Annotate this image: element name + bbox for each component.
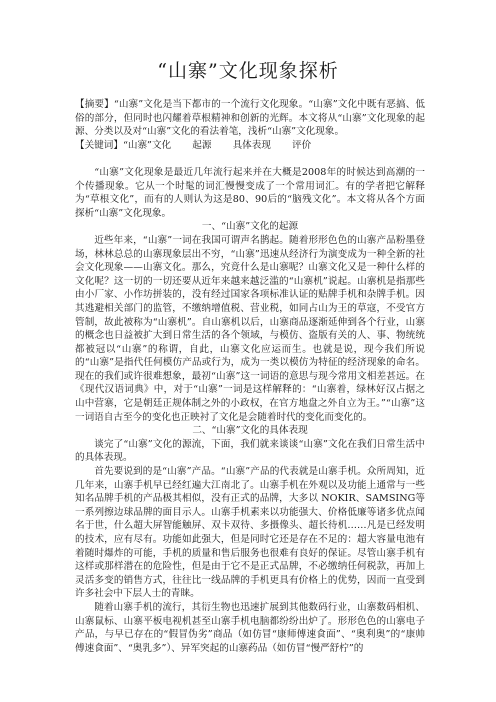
- section-heading: 二、“山寨”文化的具体表现: [192, 425, 308, 437]
- keyword: 评价: [292, 139, 312, 151]
- keywords: [75, 139, 425, 153]
- page-title: “山寨”文化现象探析: [157, 60, 339, 82]
- blank-line: [75, 152, 425, 166]
- section2-paragraph: 首先要说到的是“山寨”产品。“山寨”产品的代表就是山寨手机。众所周知，近几年来，山寨手机早已经红遍大江南北了。山寨手机在外观以及功能上通常与一些知名品牌手机的产品极其相似，没有正式的品牌，大多以 NOKIR、SAMSING等一系列擦边球品牌的面目示人。山寨手机素来以功能强大、价格低廉等诸多优点闻名于世，什么超大屏智能触屏、双卡双待、多摄像头、超长待机……凡是已经发明的技术，应有尽有。功能如此强大，但是同时它还是存在不足的：超大容量电池有着随时爆炸的可能，手机的质量和售后服务也很难有良好的保证。尽管山寨手机有这样或那样潜在的危险性，但是由于它不是正式品牌，不必缴纳任何税款，再加上灵活多变的销售方式，往往比一线品牌的手机更具有价格上的优势，因而一直受到许多社会中下层人士的青睐。: [75, 466, 425, 600]
- keywords-label: 【关键词】: [75, 139, 123, 151]
- section1-paragraph: 近些年来，“山寨”一词在我国可谓声名鹊起。随着形形色色的山寨产品粉墨登场，林林总总的山寨现象层出不穷，“山寨”迅速从经济行为演变成为一种全新的社会文化现象——山寨文化。那么，究竟什么是山寨呢？山寨文化又是一种什么样的文化呢？这一切的一切还要从近年来越来越泛滥的“山寨机”说起。山寨机是指那些由小厂家、小作坊拼装的，没有经过国家各项标准认证的贴牌手机和杂牌手机。因其逃避相关部门的监管，不缴纳增值税、营业税，如同占山为王的草寇，不受官方管制，故此被称为“山寨机”。自山寨机以后，山寨商品逐渐延伸到各个行业，山寨的概念也日益被扩大到日常生活的各个领域，与模仿、盗版有关的人、事、物统统都被冠以“山寨”的称谓，自此，山寨文化应运而生。也就是说，现今我们所说的“山寨”是指代任何模仿产品或行为，成为一类以模仿为特征的经济现象的命名。现在的我们或许很难想象，最初“山寨”这一词语的意思与现今常用文相差甚远。在《现代汉语词典》中，对于“山寨”一词是这样解释的：“山寨着，绿林好汉占据之山中营寨，它是朝廷正规体制之外的小政权，在官方地盘之外自立为王。”“山寨”这一词语自古至今的变化也正映衬了文化是会随着时代的变化而变化的。: [75, 234, 425, 423]
- keyword: 起源: [192, 139, 212, 151]
- article-body: [75, 98, 425, 655]
- abstract-label: 【摘要】: [75, 99, 114, 110]
- section2-paragraph: 随着山寨手机的流行，其衍生物也迅速扩展到其他数码行业，山寨数码相机、山寨鼠标、山寨平板电视机甚至山寨手机电脑都纷纷出炉了。形形色色的山寨电子产品，与早已存在的“假冒伪劣”商品（如仿冒“康师傅速食面”、“奥利奥”的“康帅傅速食面”、“奥乳多”）、异军突起的山寨药品（如仿冒“慢严舒柠”的: [75, 601, 425, 654]
- intro-paragraph: “山寨”文化现象是最近几年流行起来并在大概是2008年的时候达到高潮的一个传播现象。它从一个时髦的词汇慢慢变成了一个常用词汇。有的学者把它解释为“草根文化”，而有的人则认为这是80、90后的“脑残文化”。本文将从各个方面探析“山寨”文化现象。: [75, 166, 425, 219]
- keyword: “山寨”文化: [122, 139, 172, 151]
- abstract-text: “山寨”文化是当下都市的一个流行文化现象。“山寨”文化中既有恶搞、低俗的部分，但同时也闪耀着草根精神和创新的光辉。本文将从“山寨”文化现象的起源、分类以及对“山寨”文化的看法着笔，浅析“山寨”文化现象。: [75, 99, 425, 138]
- section-heading: 一、“山寨”文化的起源: [201, 221, 299, 233]
- section2-paragraph: 谈完了“山寨”文化的源流，下面，我们就来谈谈“山寨”文化在我们日常生活中的具体表现。: [75, 438, 425, 464]
- abstract: [75, 98, 425, 139]
- keyword: 具体表现: [232, 139, 271, 151]
